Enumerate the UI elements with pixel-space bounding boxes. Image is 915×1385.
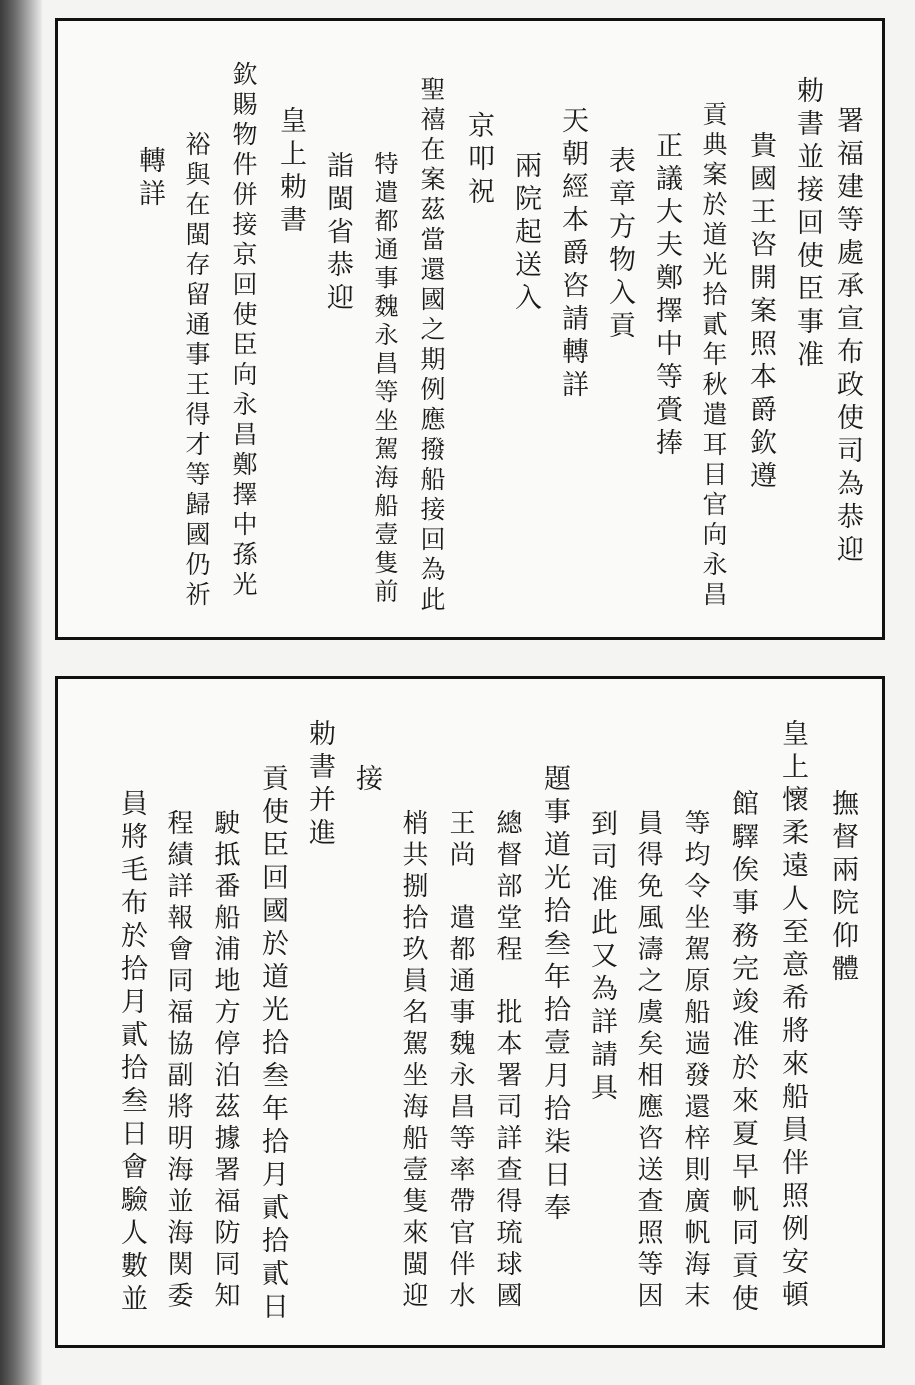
text-column: 員得免風濤之虞矣相應咨送查照等因 bbox=[633, 809, 663, 1313]
text-column: 館驛俟事務完竣准於來夏早帆同貢使 bbox=[727, 789, 758, 1317]
text-column: 接 bbox=[351, 764, 382, 797]
text-column: 署福建等處承宣布政使司為恭迎 bbox=[832, 106, 863, 568]
text-column: 程績詳報會同福協副將明海並海関委 bbox=[163, 809, 193, 1313]
text-column: 撫督兩院仰體 bbox=[827, 789, 858, 987]
text-column: 到司准此又為詳請具 bbox=[586, 809, 617, 1106]
text-column: 勅書並接回使臣事准 bbox=[792, 76, 823, 373]
text-column: 天朝經本爵咨請轉詳 bbox=[557, 106, 588, 403]
text-column: 兩院起送入 bbox=[510, 151, 541, 316]
text-column: 京叩祝 bbox=[463, 111, 494, 210]
text-column: 特遣都通事魏永昌等坐駕海船壹隻前 bbox=[370, 151, 398, 607]
text-column: 總督部堂程 批本署司詳查得琉球國 bbox=[492, 809, 522, 1313]
text-column: 詣閩省恭迎 bbox=[322, 151, 353, 316]
text-column: 欽賜物件併接京回使臣向永昌鄭擇中孫光 bbox=[229, 61, 258, 601]
text-column: 皇上懷柔遠人至意希將來船員伴照例安頓 bbox=[777, 719, 808, 1313]
text-column: 貴國王咨開案照本爵欽遵 bbox=[745, 131, 776, 494]
text-column: 貢典案於道光拾貳年秋遣耳目官向永昌 bbox=[699, 101, 728, 611]
text-column: 轉詳 bbox=[134, 146, 165, 212]
text-column: 梢共捌拾玖員名駕坐海船壹隻來閩迎 bbox=[398, 809, 428, 1313]
text-column: 等均令坐駕原船遄發還梓則廣帆海末 bbox=[680, 809, 710, 1313]
text-column: 勅書并進 bbox=[304, 719, 335, 851]
book-spine-shadow bbox=[0, 0, 42, 1385]
text-column: 題事道光拾叁年拾壹月拾柒日奉 bbox=[539, 764, 570, 1226]
bottom-page-panel bbox=[55, 676, 885, 1348]
text-column: 聖禧在案茲當還國之期例應撥船接回為此 bbox=[417, 76, 446, 616]
text-column: 貢使臣回國於道光拾叁年拾月貳拾貳日 bbox=[257, 764, 288, 1325]
text-column: 正議大夫鄭擇中等賫捧 bbox=[651, 131, 682, 461]
text-column: 表章方物入貢 bbox=[604, 146, 635, 344]
text-column: 王尚 遣都通事魏永昌等率帶官伴水 bbox=[445, 809, 475, 1313]
top-page-panel bbox=[55, 18, 885, 640]
text-column: 員將毛布於拾月貳拾叁日會驗人數並 bbox=[116, 789, 147, 1317]
text-column: 駛抵番船浦地方停泊茲據署福防同知 bbox=[210, 809, 240, 1313]
text-column: 裕與在閩存留通事王得才等歸國仍祈 bbox=[182, 131, 211, 611]
text-column: 皇上勅書 bbox=[275, 106, 306, 238]
